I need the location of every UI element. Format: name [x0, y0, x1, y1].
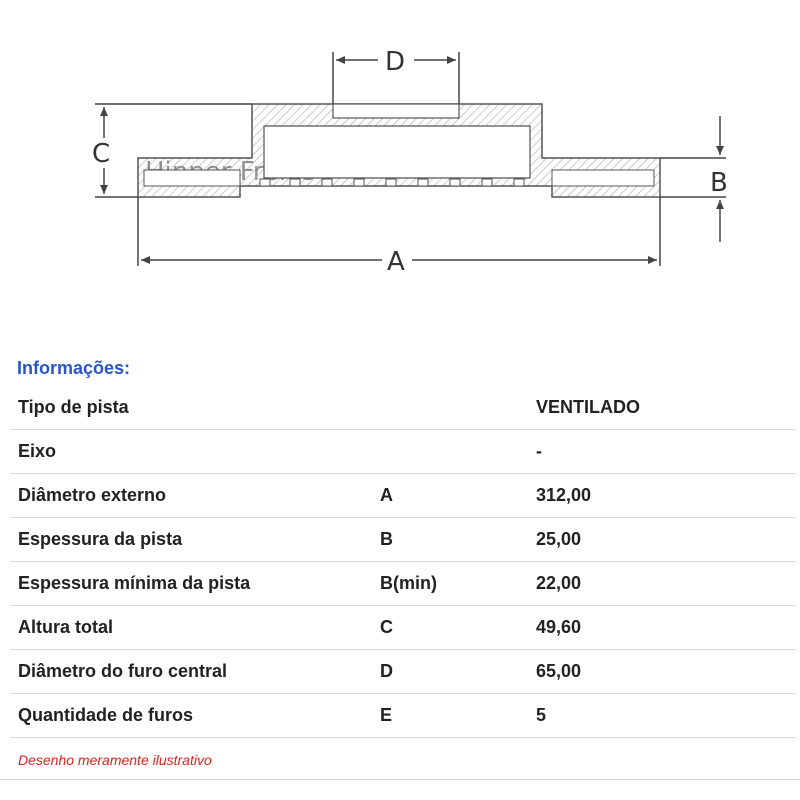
- table-row: [10, 518, 796, 562]
- row-value: 5: [528, 694, 796, 738]
- row-value: -: [528, 430, 796, 474]
- row-code: D: [372, 650, 528, 694]
- table-row: [10, 606, 796, 650]
- dimension-label-d: D: [385, 47, 406, 77]
- dimension-label-c: C: [92, 139, 111, 169]
- table-row: [10, 650, 796, 694]
- row-code: B(min): [372, 562, 528, 606]
- cooling-vanes: [260, 179, 524, 186]
- row-code: [372, 386, 528, 430]
- row-value: 22,00: [528, 562, 796, 606]
- rotor-slot-right: [552, 170, 654, 186]
- info-table: [10, 386, 796, 738]
- disc-hat-hollow: [264, 126, 530, 178]
- row-label: Altura total: [10, 606, 372, 650]
- table-row: [10, 430, 796, 474]
- row-code: B: [372, 518, 528, 562]
- row-code: C: [372, 606, 528, 650]
- row-label: Quantidade de furos: [10, 694, 372, 738]
- row-value: VENTILADO: [528, 386, 796, 430]
- row-code: E: [372, 694, 528, 738]
- info-title: Informações:: [17, 358, 131, 378]
- row-value: 312,00: [528, 474, 796, 518]
- rotor-slot-left: [144, 170, 240, 186]
- brake-disc-diagram: [0, 0, 800, 300]
- row-value: 25,00: [528, 518, 796, 562]
- row-value: 49,60: [528, 606, 796, 650]
- table-row: [10, 562, 796, 606]
- table-row: [10, 474, 796, 518]
- disclaimer-note: Desenho meramente ilustrativo: [18, 752, 212, 768]
- dimension-label-a: A: [387, 247, 405, 277]
- row-value: 65,00: [528, 650, 796, 694]
- row-code: [372, 430, 528, 474]
- table-row: [10, 386, 796, 430]
- table-row: [10, 694, 796, 738]
- row-label: Tipo de pista: [10, 386, 372, 430]
- row-label: Diâmetro externo: [10, 474, 372, 518]
- dimension-label-b: B: [710, 168, 728, 198]
- row-label: Espessura da pista: [10, 518, 372, 562]
- row-code: A: [372, 474, 528, 518]
- bottom-divider: [0, 779, 800, 780]
- center-bore: [333, 104, 459, 118]
- row-label: Eixo: [10, 430, 372, 474]
- row-label: Espessura mínima da pista: [10, 562, 372, 606]
- row-label: Diâmetro do furo central: [10, 650, 372, 694]
